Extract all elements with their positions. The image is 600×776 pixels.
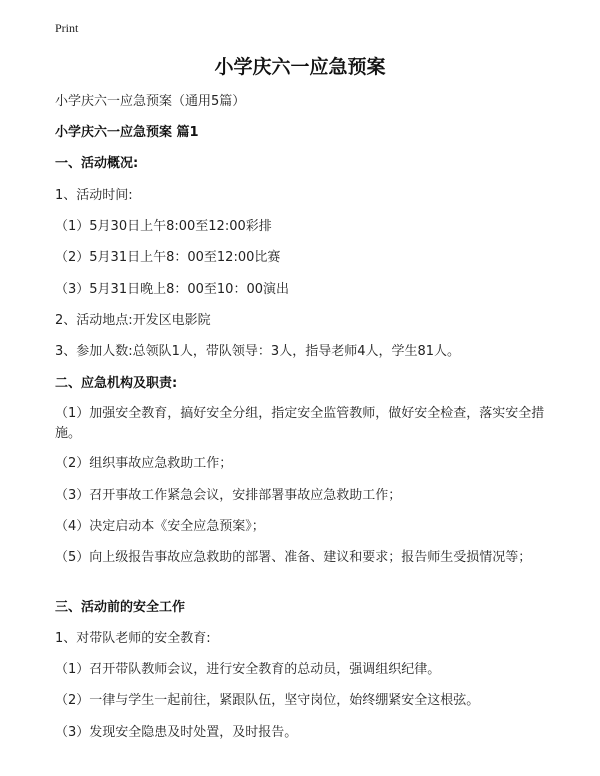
document-title: 小学庆六一应急预案 (214, 56, 386, 78)
document-subtitle: 小学庆六一应急预案（通用5篇） (55, 94, 246, 109)
section1-heading: 一、活动概况: (55, 156, 139, 171)
section2-heading: 二、应急机构及职责: (55, 376, 178, 391)
safety-item: （3）发现安全隐患及时处置，及时报告。 (55, 725, 298, 740)
activity-location: 2、活动地点:开发区电影院 (55, 313, 211, 328)
duty-item: （4）决定启动本《安全应急预案》； (55, 519, 265, 534)
time-item: （2）5月31日上午8：00至12:00比赛 (55, 250, 281, 265)
print-link[interactable]: Print (55, 21, 79, 35)
attendee-count: 3、参加人数:总领队1人，带队领导：3人，指导老师4人，学生81人。 (55, 344, 461, 359)
safety-item: （2）一律与学生一起前往，紧跟队伍，坚守岗位，始终绷紧安全这根弦。 (55, 693, 480, 708)
duty-item: （5）向上级报告事故应急救助的部署、准备、建议和要求；报告师生受损情况等； (55, 550, 532, 565)
time-item: （3）5月31日晚上8：00至10：00演出 (55, 282, 289, 297)
activity-time-label: 1、活动时间: (55, 188, 133, 203)
section3-heading: 三、活动前的安全工作 (55, 600, 186, 615)
section3-subheading: 1、对带队老师的安全教育: (55, 631, 211, 646)
safety-item: （1）召开带队教师会议，进行安全教育的总动员，强调组织纪律。 (55, 662, 441, 677)
duty-item: （2）组织事故应急救助工作； (55, 456, 233, 471)
time-item: （1）5月30日上午8:00至12:00彩排 (55, 219, 272, 234)
chapter-heading: 小学庆六一应急预案 篇1 (55, 125, 199, 140)
duty-item: （1）加强安全教育，搞好安全分组，指定安全监管教师，做好安全检查，落实安全措施。 (55, 406, 545, 441)
duty-item: （3）召开事故工作紧急会议，安排部署事故应急救助工作； (55, 488, 402, 503)
